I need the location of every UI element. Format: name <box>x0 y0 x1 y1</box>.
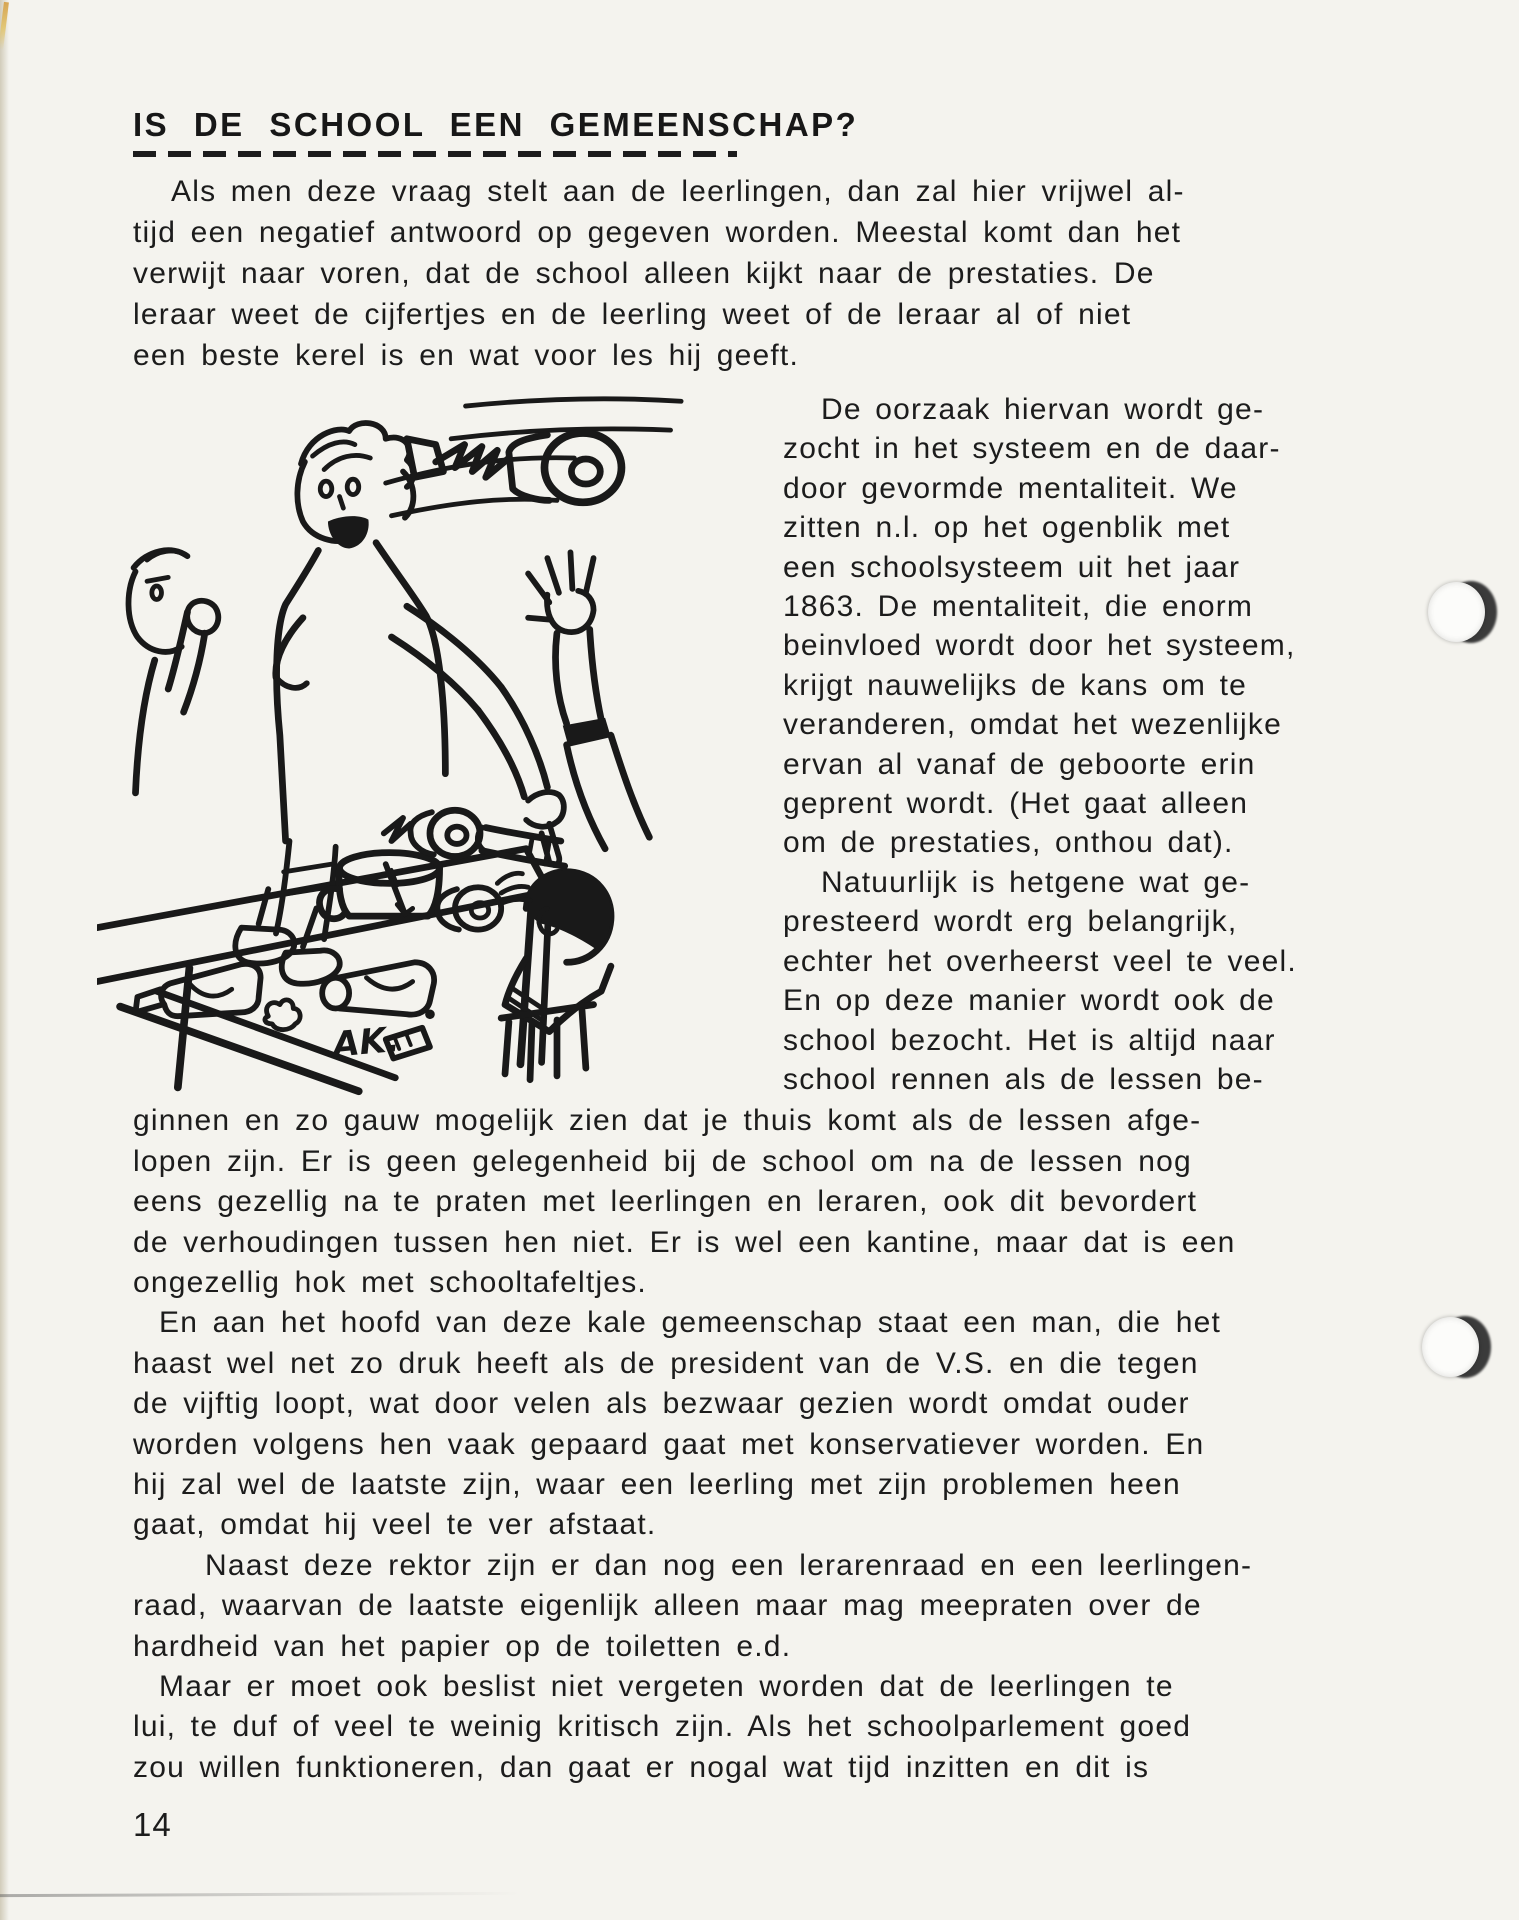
text-line: hardheid van het papier op de toiletten e.d. <box>133 1629 792 1663</box>
text-line: verwijt naar voren, dat de school alleen kijkt naar de prestaties. De <box>133 257 1155 290</box>
text-line: geprent wordt. (Het gaat alleen <box>783 787 1249 821</box>
text-line: worden volgens hen vaak gepaard gaat met konservatiever worden. En <box>133 1427 1205 1461</box>
text-line: 1863. De mentaliteit, die enorm <box>783 590 1254 624</box>
intro-paragraph <box>133 171 1399 376</box>
text-line: lopen zijn. Er is geen gelegenheid bij de school om na de lessen nog <box>133 1144 1192 1178</box>
text-line: Natuurlijk is hetgene wat ge- <box>821 865 1251 899</box>
text-line: beinvloed wordt door het systeem, <box>783 629 1296 663</box>
text-line: raad, waarvan de laatste eigenlijk alleen maar mag meepraten over de <box>133 1589 1202 1623</box>
text-line: de vijftig loopt, wat door velen als bezwaar gezien wordt omdat ouder <box>133 1387 1190 1421</box>
text-line: ginnen en zo gauw mogelijk zien dat je thuis komt als de lessen afge- <box>133 1104 1202 1138</box>
text-line: leraar weet de cijfertjes en de leerling weet of de leraar al of niet <box>133 298 1132 331</box>
text-line: Naast deze rektor zijn er dan nog een lerarenraad en een leerlingen- <box>205 1548 1253 1582</box>
text-line: gaat, omdat hij veel te ver afstaat. <box>133 1508 657 1542</box>
companion-student-figure <box>128 550 218 793</box>
text-line: presteerd wordt erg belangrijk, <box>783 905 1238 939</box>
text-line: En op deze manier wordt ook de <box>783 984 1275 1018</box>
page-content <box>133 106 1399 1844</box>
text-line: school rennen als de lessen be- <box>783 1062 1264 1096</box>
punch-hole <box>1422 1313 1494 1383</box>
text-line: Maar er moet ook beslist niet vergeten worden dat de leerlingen te <box>159 1670 1174 1703</box>
column-paragraphs <box>761 382 1399 1099</box>
page-title: IS DE SCHOOL EEN GEMEENSCHAP? <box>133 106 859 143</box>
text-line: zocht in het systeem en de daar- <box>783 432 1281 466</box>
text-line: ongezellig hok met schooltafeltjes. <box>133 1265 647 1299</box>
punch-hole <box>1428 578 1500 648</box>
text-line: eens gezellig na te praten met leerlingen en leraren, ook dit bevordert <box>133 1185 1198 1219</box>
body-paragraphs <box>133 1101 1399 1788</box>
pot-icon <box>319 853 439 919</box>
text-line: door gevormde mentaliteit. We <box>783 471 1238 505</box>
text-line: school bezocht. Het is altijd naar <box>783 1023 1276 1057</box>
text-line: De oorzaak hiervan wordt ge- <box>821 393 1265 426</box>
text-line: om de prestaties, onthou dat). <box>783 826 1234 860</box>
flying-roll-icon <box>407 433 622 502</box>
scan-edge-shadow <box>0 0 9 1920</box>
text-line: haast wel net zo druk heeft als de president van de V.S. en die tegen <box>133 1346 1199 1380</box>
text-line: de verhoudingen tussen hen niet. Er is wel een kantine, maar dat is een <box>133 1225 1236 1259</box>
text-line: lui, te duf of veel te weinig kritisch zijn. Als het schoolparlement goed <box>133 1710 1192 1744</box>
text-line: krijgt nauwelijks de kans om te <box>783 668 1248 702</box>
text-line: En aan het hoofd van deze kale gemeenschap staat een man, die het <box>159 1306 1221 1340</box>
classroom-cartoon-illustration <box>97 382 761 1098</box>
title-dashed-underline <box>133 151 737 157</box>
text-line: een beste kerel is en wat voor les hij geeft. <box>133 339 799 372</box>
text-line: hij zal wel de laatste zijn, waar een leerling met zijn problemen heen <box>133 1467 1181 1501</box>
text-line: veranderen, omdat het wezenlijke <box>783 708 1282 742</box>
chair-drawing <box>501 1005 593 1080</box>
cartoon-drawing <box>97 382 761 1098</box>
text-line: Als men deze vraag stelt aan de leerlingen, dan zal hier vrijwel al- <box>171 175 1185 208</box>
page-number: 14 <box>133 1806 172 1844</box>
scan-artifact-line <box>0 1892 520 1897</box>
text-line: een schoolsysteem uit het jaar <box>783 550 1241 584</box>
text-line: ervan al vanaf de geboorte erin <box>783 747 1256 781</box>
artist-signature: AK. <box>331 1019 402 1066</box>
text-line: echter het overheerst veel te veel. <box>783 944 1297 978</box>
text-line: zou willen funktioneren, dan gaat er nogal wat tijd inzitten en dit is <box>133 1750 1150 1784</box>
text-line: tijd een negatief antwoord op gegeven worden. Meestal komt dan het <box>133 216 1182 249</box>
raised-hand-drawing <box>528 552 649 848</box>
text-line: zitten n.l. op het ogenblik met <box>783 511 1231 545</box>
